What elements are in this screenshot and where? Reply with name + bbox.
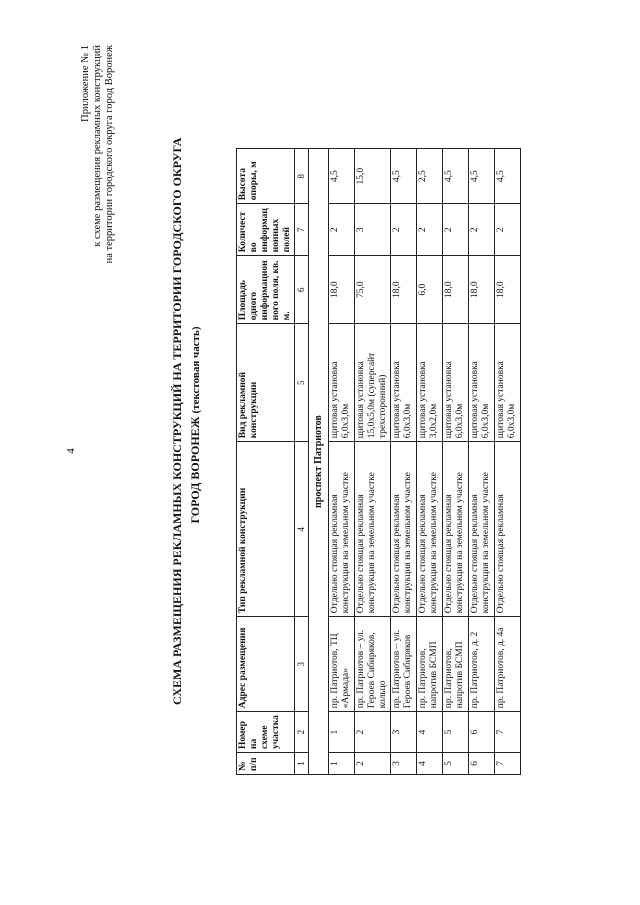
table-cell: Отдельно стоящая рекламная конструкция на земельном участке (469, 442, 495, 617)
document-title-city: ГОРОД ВОРОНЕЖ (188, 416, 202, 524)
table-cell: щитовая установка 6,0х3,0м (443, 324, 469, 442)
appendix-line-3: на территории городского округа город Воронеж (104, 45, 115, 264)
table-cell: 2 (417, 204, 443, 256)
table-cell: 4 (417, 753, 443, 775)
table-cell: 18,0 (443, 256, 469, 324)
table-cell: 18,0 (469, 256, 495, 324)
table-cell: пр. Патриотов, напротив БСМП (417, 617, 443, 712)
table-cell: 3 (391, 712, 417, 753)
table-cell: 7 (495, 753, 521, 775)
appendix-line-2: к схеме размещения рекламных конструкций (92, 45, 103, 247)
table-cell: 5 (443, 753, 469, 775)
table-row (495, 149, 521, 775)
table-cell: щитовая установка 3,0х2,0м (417, 324, 443, 442)
table-cell: 6 (469, 753, 495, 775)
header-cell: Тип рекламной конструкции (237, 442, 295, 617)
table-row (417, 149, 443, 775)
table-cell: щитовая установка 6,0х3,0м (391, 324, 417, 442)
column-number-cell: 3 (295, 617, 309, 712)
table-cell: 7 (495, 712, 521, 753)
table-cell: пр. Патриотов – ул. Героев Сибиряков (391, 617, 417, 712)
table-row (391, 149, 417, 775)
table-cell: 4,5 (391, 149, 417, 204)
appendix-note (80, 45, 116, 345)
table-cell: пр. Патриотов – ул. Героев Сибиряков, кольцо (355, 617, 391, 712)
table-cell: Отдельно стоящая рекламная конструкция на земельном участке (355, 442, 391, 617)
table-row (329, 149, 355, 775)
header-cell: Количест во информац ионных полей (237, 204, 295, 256)
table-body (329, 149, 521, 775)
column-number-cell: 5 (295, 324, 309, 442)
placement-table (236, 148, 521, 775)
table-cell: 2 (329, 204, 355, 256)
table-row (355, 149, 391, 775)
table-cell: 4 (417, 712, 443, 753)
table-cell: 6,0 (417, 256, 443, 324)
column-number-cell: 6 (295, 256, 309, 324)
table-cell: 3 (355, 204, 391, 256)
table-cell: 1 (329, 712, 355, 753)
table-cell: 2 (391, 204, 417, 256)
table-cell: 6 (469, 712, 495, 753)
table-cell: 2 (495, 204, 521, 256)
document-title: СХЕМА РАЗМЕЩЕНИЯ РЕКЛАМНЫХ КОНСТРУКЦИЙ НА ТЕРРИТОРИИ ГОРОДСКОГО ОКРУГА (170, 137, 184, 705)
table-cell: щитовая установка 6,0х3,0м (329, 324, 355, 442)
table-cell: 15,0 (355, 149, 391, 204)
table-cell: Отдельно стоящая рекламная конструкция на земельном участке (391, 442, 417, 617)
table-cell: пр. Патриотов, напротив БСМП (443, 617, 469, 712)
column-number-row (295, 149, 309, 775)
document-title-suffix: (текстовая часть) (190, 326, 202, 414)
table-cell: 18,0 (329, 256, 355, 324)
table-cell: Отдельно стоящая рекламная конструкция на земельном участке (443, 442, 469, 617)
table-cell: пр. Патриотов, д. 2 (469, 617, 495, 712)
column-number-cell: 7 (295, 204, 309, 256)
column-number-cell: 8 (295, 149, 309, 204)
table-cell: пр. Патриотов, ТЦ «Армада» (329, 617, 355, 712)
table-header-row (237, 149, 295, 775)
table-cell: 4,5 (443, 149, 469, 204)
table-cell: 4,5 (469, 149, 495, 204)
table-cell: щитовая установка 15,0х5,0м (суперсайт трехсторонний) (355, 324, 391, 442)
header-cell: № п/п (237, 753, 295, 775)
column-number-cell: 2 (295, 712, 309, 753)
appendix-line-1: Приложение № 1 (80, 45, 91, 122)
table-cell: Отдельно стоящая рекламная (495, 442, 521, 617)
table-cell: 4,5 (329, 149, 355, 204)
table-cell: 2 (355, 753, 391, 775)
document-title-line-2 (188, 145, 203, 705)
table-cell: 5 (443, 712, 469, 753)
header-cell: Высота опоры, м (237, 149, 295, 204)
table-cell: щитовая установка 6,0х3,0м (495, 324, 521, 442)
header-cell: Площадь одного информацион ного поля, кв. м. (237, 256, 295, 324)
section-title: проспект Патриотов (309, 149, 329, 775)
table-cell: 75,0 (355, 256, 391, 324)
page-number: 4 (64, 448, 77, 454)
column-number-cell: 1 (295, 753, 309, 775)
table-cell: 1 (329, 753, 355, 775)
table-cell: 18,0 (391, 256, 417, 324)
table-row (443, 149, 469, 775)
table-row (469, 149, 495, 775)
table-cell: 2 (355, 712, 391, 753)
table-cell: 4,5 (495, 149, 521, 204)
header-cell: Адрес размещения (237, 617, 295, 712)
table-cell: 2,5 (417, 149, 443, 204)
table-cell: 2 (469, 204, 495, 256)
table-cell: Отдельно стоящая рекламная конструкция на земельном участке (329, 442, 355, 617)
table-cell: пр. Патриотов, д. 4а (495, 617, 521, 712)
header-cell: Вид рекламной конструкции (237, 324, 295, 442)
table-cell: Отдельно стоящая рекламная конструкция на земельном участке (417, 442, 443, 617)
table-cell: 3 (391, 753, 417, 775)
header-cell: Номер на схеме участка (237, 712, 295, 753)
table-cell: 2 (443, 204, 469, 256)
table-cell: 18,0 (495, 256, 521, 324)
table-cell: щитовая установка 6,0х3,0м (469, 324, 495, 442)
section-row (309, 149, 329, 775)
column-number-cell: 4 (295, 442, 309, 617)
